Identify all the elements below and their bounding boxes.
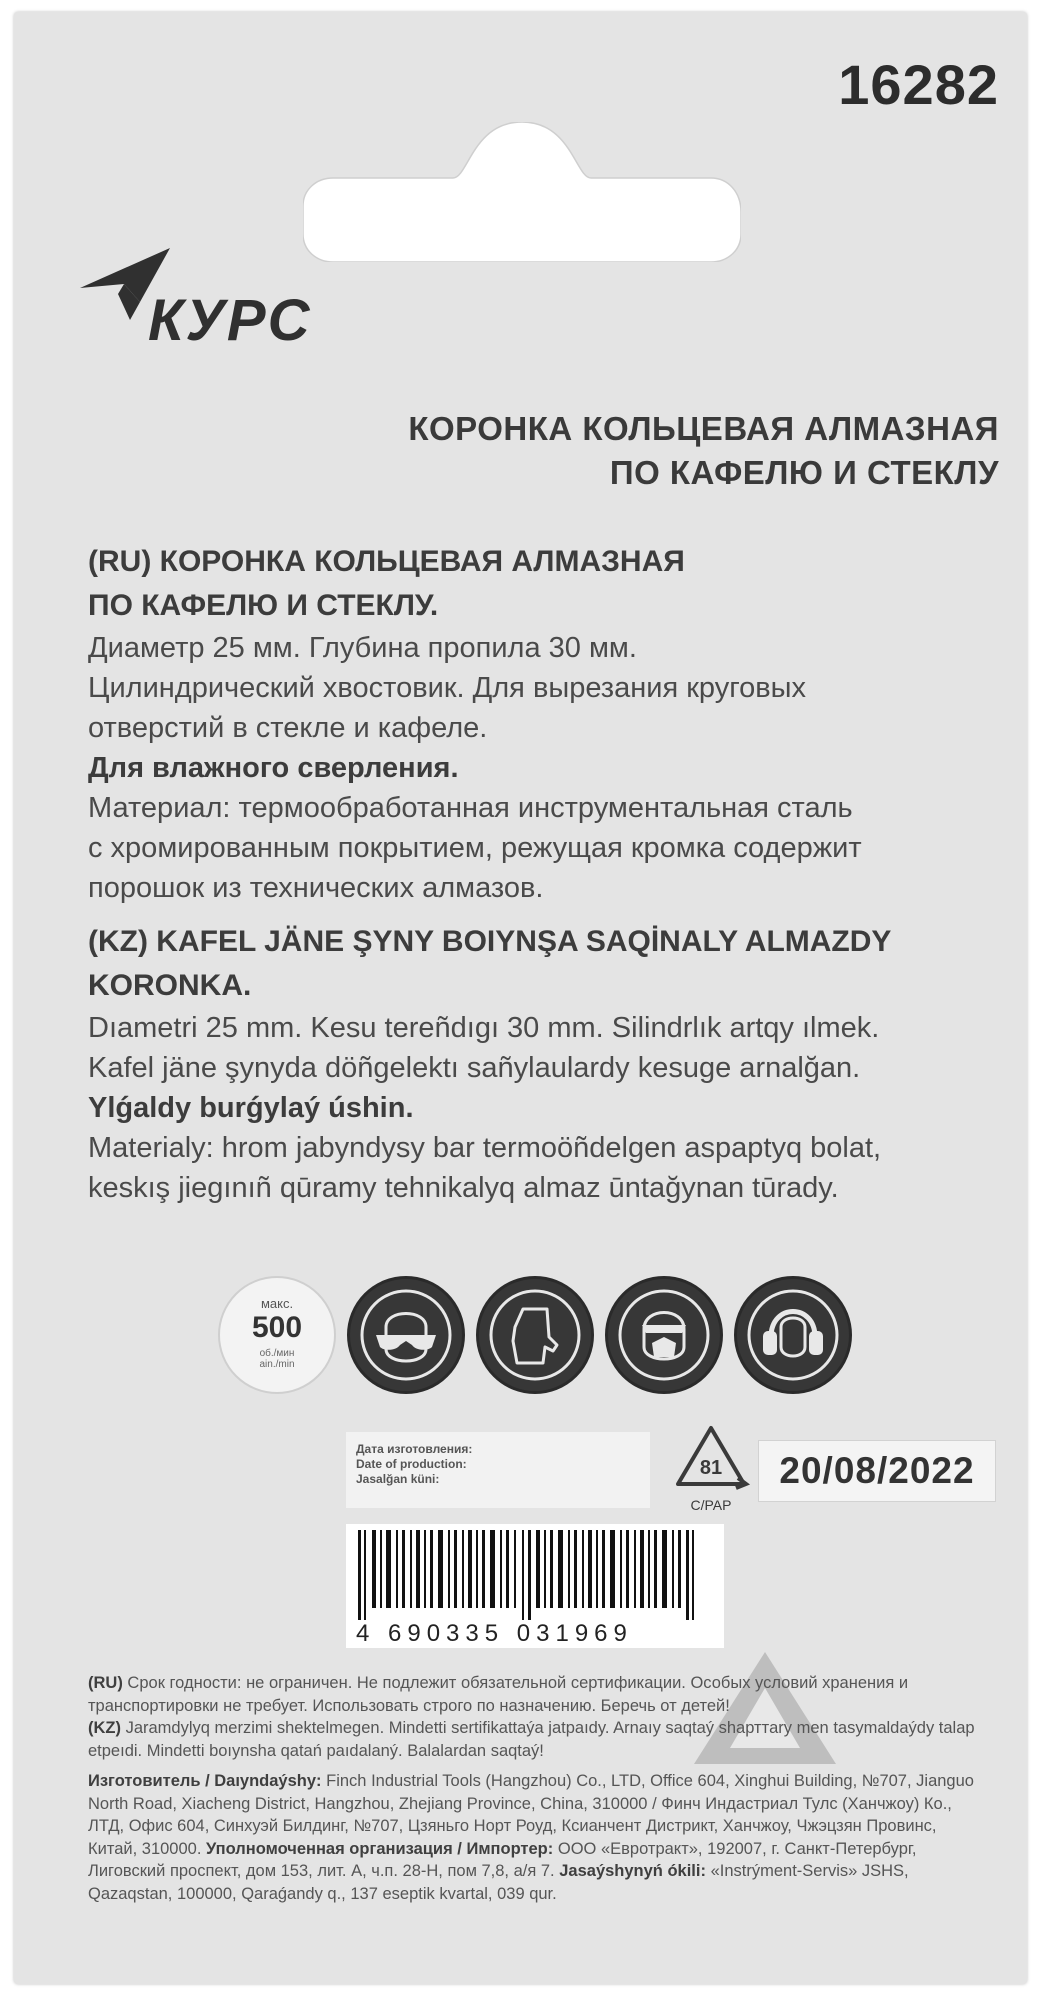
production-label-ru: Дата изготовления: — [356, 1442, 473, 1456]
ru-heading-2: ПО КАФЕЛЮ И СТЕКЛУ. — [88, 589, 439, 622]
ru-material-2: с хромированным покрытием, режущая кромка содержит — [88, 832, 862, 864]
production-label-kz: Jasalğan küni: — [356, 1472, 440, 1486]
production-label-en: Date of production: — [356, 1457, 467, 1471]
barcode-bars — [346, 1524, 724, 1620]
rpm-max-label: макс. — [260, 1296, 294, 1311]
ru-line-1: Диаметр 25 мм. Глубина пропила 30 мм. — [88, 632, 637, 664]
fine-maker: Изготовитель / Daıyndaýshy: Finch Industrial Tools (Hangzhou) Co., LTD, Office 604, Xinghui Building, №707, Jianguo North Road, Xiacheng District, Hangzhou, Zhejiang Province, China, 310000 / Финч Индастриал Тулс (Ханчжоу) Ко., ЛТД, Офис 604, Синхуэй Билдинг, №707, Цзяньго Норт Роуд, Ксианчент Дистрикт, Ханчжоу, Чжэцзян Провинс, Китай, 310000. Уполномоченная организация / Импортер: ООО «Евротракт», 192007, г. Санкт-Петербург, Лиговский проспект, дом 153, лит. А, ч.п. 28-Н, пом 7,8, а/я 7. Jasaýshynyń ókili: «Instrýment-Servis» JSHS, Qazaqstan, 100000, Qaraǵandy q., 137 eseptik kvartal, 039 qur. — [88, 1772, 974, 1903]
goggles-icon — [347, 1276, 465, 1394]
svg-text:КУРС: КУРС — [148, 288, 312, 350]
ru-wet: Для влажного сверления. — [88, 752, 459, 784]
kz-line-1: Dıametri 25 mm. Kesu tereñdıgı 30 mm. Silindrlık artqy ılmek. — [88, 1012, 880, 1044]
kz-heading-1: (KZ) KAFEL JÄNE ŞYNY BOIYNŞA SAQİNALY ALMAZDY — [88, 925, 892, 958]
description — [88, 540, 988, 1208]
recycle-label: C/PAP — [690, 1497, 732, 1513]
rpm-value: 500 — [251, 1311, 303, 1344]
product-title-line-2: ПО КАФЕЛЮ И СТЕКЛУ — [609, 454, 999, 491]
ru-material-1: Материал: термообработанная инструментальная сталь — [88, 792, 853, 824]
kz-material-2: keskış jiegınıñ qūramy tehnikalyq almaz ūntağynan tūrady. — [88, 1172, 839, 1204]
respirator-icon — [605, 1276, 723, 1394]
fine-ru: (RU) Срок годности: не ограничен. Не подлежит обязательной сертификации. Особых условий хранения и транспортировки не требует. Использовать строго по назначению. Беречь от детей! — [88, 1674, 909, 1715]
production-date: 20/08/2022 — [758, 1440, 996, 1502]
kz-wet: Ylǵaldy burǵylaý úshin. — [88, 1092, 414, 1124]
recycle-icon — [668, 1422, 754, 1518]
brand-logo — [78, 240, 338, 350]
kz-line-2: Kafel jäne şynyda döñgelektı sañylaulardy kesuge arnalğan. — [88, 1052, 861, 1084]
fine-print — [88, 1672, 988, 1905]
product-title-line-1: КОРОНКА КОЛЬЦЕВАЯ АЛМАЗНАЯ — [408, 410, 999, 447]
max-rpm-badge — [218, 1276, 336, 1394]
hang-hole — [303, 122, 741, 262]
gloves-icon — [476, 1276, 594, 1394]
barcode — [346, 1524, 724, 1648]
production-date-labels — [346, 1432, 650, 1508]
recycle-code: 81 — [699, 1457, 723, 1479]
ru-heading-1: (RU) КОРОНКА КОЛЬЦЕВАЯ АЛМАЗНАЯ — [88, 545, 685, 578]
barcode-number: 4 690335 031969 — [356, 1620, 633, 1647]
ru-material-3: порошок из технических алмазов. — [88, 872, 544, 904]
ear-protection-icon — [734, 1276, 852, 1394]
kz-material-1: Materialy: hrom jabyndysy bar termoöñdelgen aspaptyq bolat, — [88, 1132, 882, 1164]
fine-kz: (KZ) Jaramdylyq merzimi shektelmegen. Mindetti sertifikattaýa jatpaıdy. Arnaıy saqtaý shарттary men tasymaldaýdy talap etpeıdi. Mindetti boıynsha qatań paıdalaný. Balalardan saqtaý! — [88, 1719, 975, 1760]
ru-line-2: Цилиндрический хвостовик. Для вырезания круговых — [88, 672, 807, 704]
rpm-unit: об./мин ain./min — [259, 1348, 295, 1370]
kz-heading-2: KORONKA. — [88, 969, 252, 1002]
product-title — [408, 407, 999, 495]
article-number: 16282 — [838, 53, 999, 116]
ru-line-3: отверстий в стекле и кафеле. — [88, 712, 488, 744]
